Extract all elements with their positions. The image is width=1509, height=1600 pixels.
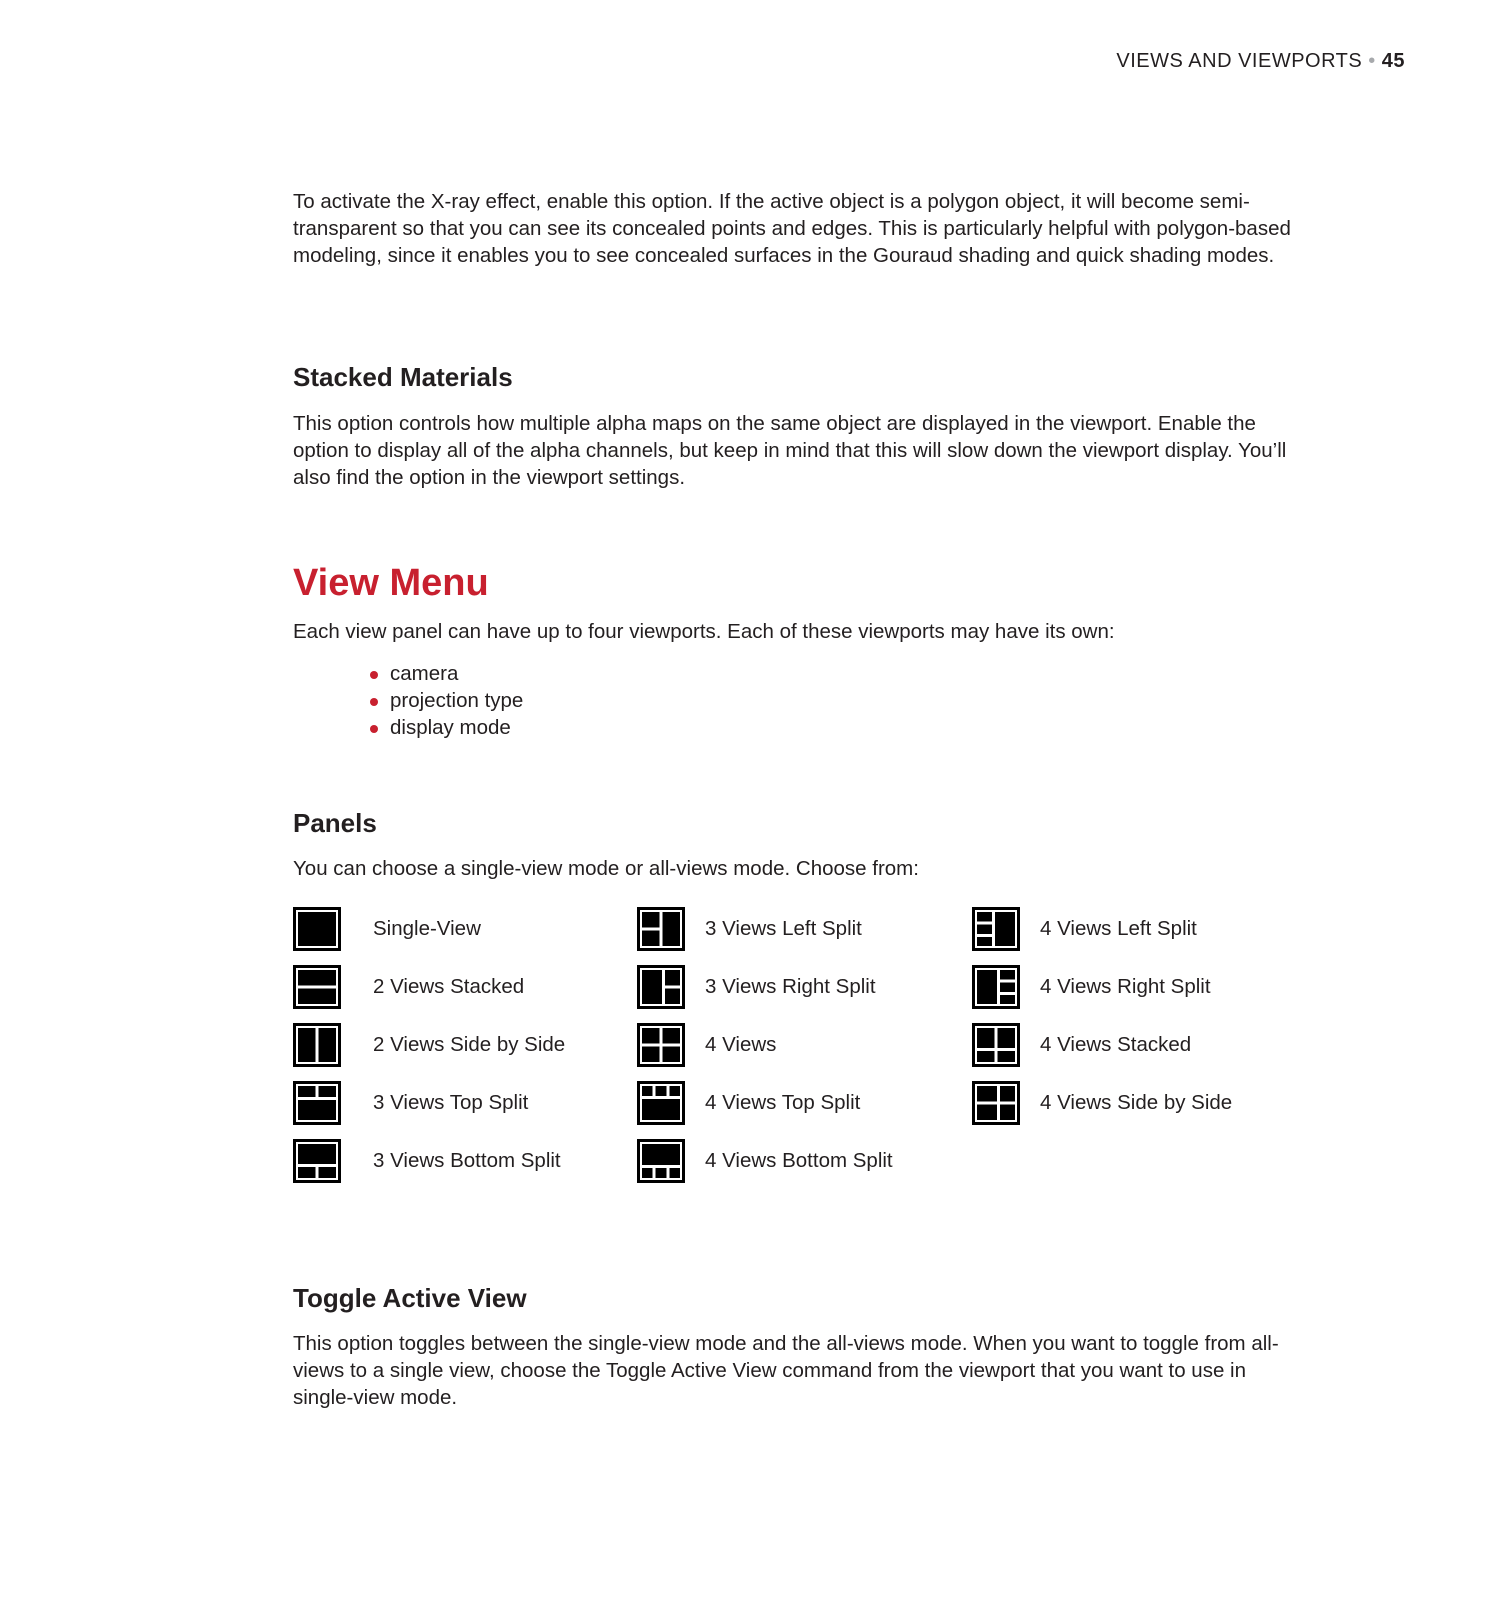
panel-option-label: 4 Views Bottom Split: [705, 1149, 893, 1172]
panel-option-label: 4 Views Right Split: [1040, 975, 1211, 998]
panel-option-label: 4 Views Left Split: [1040, 917, 1197, 940]
three-views-top-split-icon: [293, 1081, 341, 1125]
three-views-left-split-icon: [637, 907, 685, 951]
panel-option-3-views-bottom-split: [293, 1137, 561, 1185]
toggle-active-view-body: This option toggles between the single-view mode and the all-views mode. When you want to toggle from all-views to a single view, choose the Toggle Active View command from the viewport that you want to use in single-view mode.: [293, 1332, 1279, 1409]
running-head-section: VIEWS AND VIEWPORTS: [1116, 50, 1363, 72]
panel-option-4-views-left-split: [972, 905, 1197, 953]
four-views-stacked-icon: [972, 1023, 1020, 1067]
panel-option-single-view: [293, 905, 481, 953]
panel-option-2-views-stacked: [293, 963, 524, 1011]
panels-intro: You can choose a single-view mode or all-views mode. Choose from:: [293, 857, 919, 880]
page-number: 45: [1381, 50, 1405, 72]
panel-option-label: 3 Views Left Split: [705, 917, 862, 940]
panel-option-3-views-top-split: [293, 1079, 528, 1127]
panel-option-label: 3 Views Top Split: [373, 1091, 529, 1114]
panel-option-label: 3 Views Bottom Split: [373, 1149, 561, 1172]
bullet-icon: [370, 671, 378, 679]
three-views-right-split-icon: [637, 965, 685, 1009]
panel-option-4-views-bottom-split: [637, 1137, 893, 1185]
panel-option-4-views-right-split: [972, 963, 1211, 1011]
list-item-text: projection type: [390, 689, 524, 712]
xray-paragraph: To activate the X-ray effect, enable this option. If the active object is a polygon object, it will become semi-transparent so that you can see its concealed points and edges. This is particularly helpful with polygon-based modeling, since it enables you to see concealed surfaces in the Gouraud shading and quick shading modes.: [293, 190, 1291, 267]
running-head: [1116, 50, 1405, 73]
four-views-bottom-split-icon: [637, 1139, 685, 1183]
panels-heading: Panels: [293, 808, 377, 838]
four-views-right-split-icon: [972, 965, 1020, 1009]
view-menu-heading: View Menu: [293, 562, 489, 604]
list-item: [368, 687, 523, 714]
panel-option-4-views: [637, 1021, 776, 1069]
list-item: [368, 660, 523, 687]
four-views-top-split-icon: [637, 1081, 685, 1125]
list-item: [368, 714, 523, 741]
panel-option-4-views-top-split: [637, 1079, 860, 1127]
two-views-stacked-icon: [293, 965, 341, 1009]
panel-option-label: 2 Views Side by Side: [373, 1033, 566, 1056]
bullet-icon: [370, 725, 378, 733]
four-views-icon: [637, 1023, 685, 1067]
panel-option-label: 3 Views Right Split: [705, 975, 876, 998]
panel-option-2-views-side-by-side: [293, 1021, 565, 1069]
panel-option-label: 2 Views Stacked: [373, 975, 525, 998]
panel-option-label: 4 Views Side by Side: [1040, 1091, 1233, 1114]
panel-option-label: Single-View: [373, 917, 481, 940]
bullet-icon: [370, 698, 378, 706]
panel-option-4-views-stacked: [972, 1021, 1191, 1069]
two-views-side-by-side-icon: [293, 1023, 341, 1067]
panel-layout-grid: [293, 905, 1293, 1185]
panel-option-label: 4 Views Stacked: [1040, 1033, 1192, 1056]
four-views-left-split-icon: [972, 907, 1020, 951]
panel-option-3-views-right-split: [637, 963, 876, 1011]
three-views-bottom-split-icon: [293, 1139, 341, 1183]
panel-option-label: 4 Views Top Split: [705, 1091, 861, 1114]
list-item-text: display mode: [390, 716, 511, 739]
panel-option-label: 4 Views: [705, 1033, 777, 1056]
stacked-materials-heading: Stacked Materials: [293, 362, 513, 392]
stacked-materials-body: This option controls how multiple alpha maps on the same object are displayed in the viewport. Enable the option to display all of the alpha channels, but keep in mind that this will slow down the viewport display. You’ll also find the option in the viewport settings.: [293, 412, 1287, 489]
panel-option-4-views-side-by-side: [972, 1079, 1232, 1127]
view-menu-intro: Each view panel can have up to four viewports. Each of these viewports may have its own:: [293, 620, 1115, 643]
running-head-separator: •: [1368, 50, 1376, 72]
list-item-text: camera: [390, 662, 459, 685]
single-view-icon: [293, 907, 341, 951]
four-views-side-by-side-icon: [972, 1081, 1020, 1125]
panel-option-3-views-left-split: [637, 905, 862, 953]
viewport-properties-list: [368, 660, 523, 741]
toggle-active-view-heading: Toggle Active View: [293, 1283, 527, 1313]
